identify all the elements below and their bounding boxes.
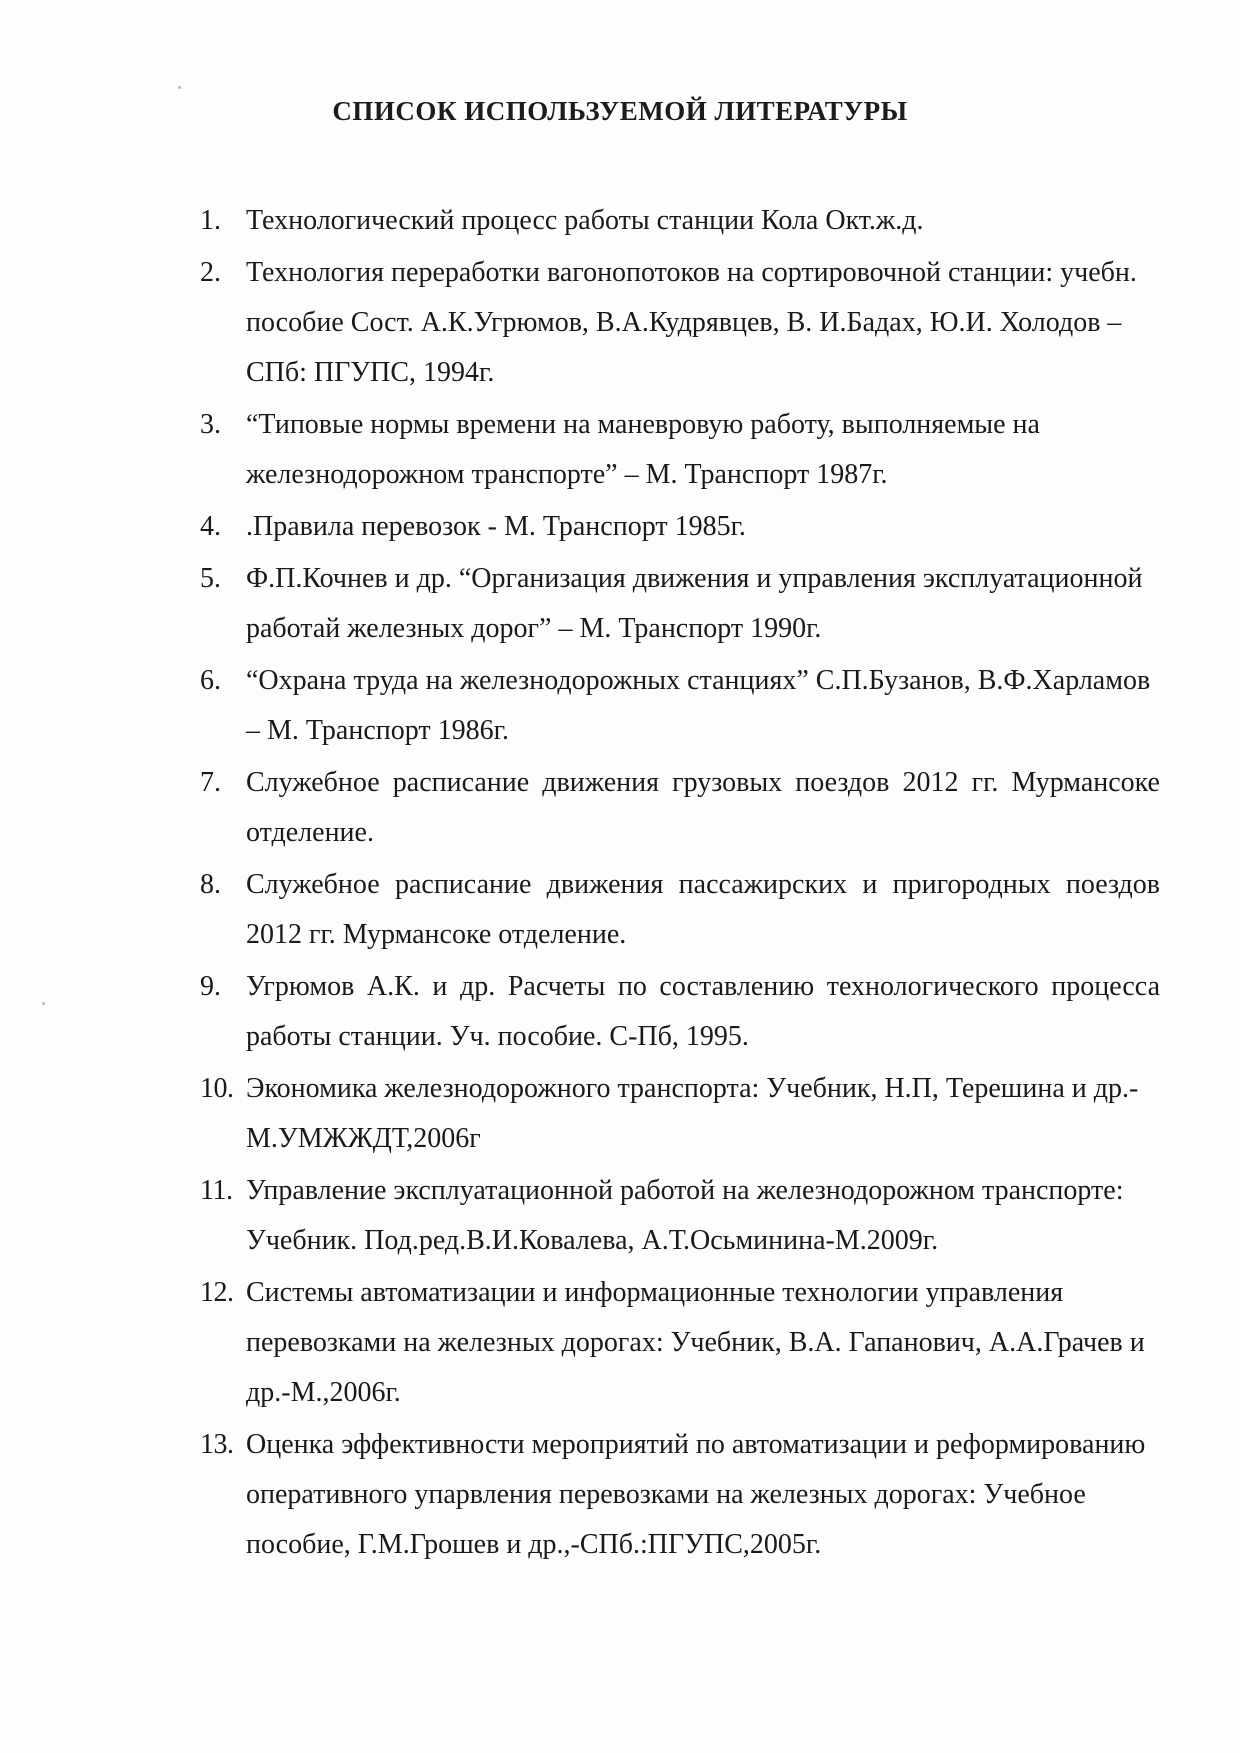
reference-text: Технология переработки вагонопотоков на сортировочной станции: учебн. пособие Сост. А.К.Угрюмов, В.А.Кудрявцев, В. И.Бадах, Ю.И. Холодов – СПб: ПГУПС, 1994г. <box>246 257 1137 388</box>
reference-item <box>200 1268 1160 1418</box>
reference-number: 3. <box>200 409 221 440</box>
reference-text: Системы автоматизации и информационные технологии управления перевозками на железных дорогах: Учебник, В.А. Гапанович, А.А.Грачев и др.-М.,2006г. <box>246 1277 1145 1408</box>
reference-number: 12. <box>200 1277 234 1308</box>
reference-text: Экономика железнодорожного транспорта: Учебник, Н.П, Терешина и др.-М.УМЖЖДТ,2006г <box>246 1073 1139 1154</box>
reference-text: Управление эксплуатационной работой на железнодорожном транспорте: Учебник. Под.ред.В.И.Ковалева, А.Т.Осьминина-М.2009г. <box>246 1175 1124 1256</box>
reference-number: 7. <box>200 767 221 798</box>
scan-speck <box>178 86 181 89</box>
reference-text: Ф.П.Кочнев и др. “Организация движения и управления эксплуатационной работай железных дорог” – М. Транспорт 1990г. <box>246 563 1143 644</box>
reference-number: 2. <box>200 257 221 288</box>
reference-item <box>200 400 1160 500</box>
reference-text: .Правила перевозок - М. Транспорт 1985г. <box>246 511 746 542</box>
reference-item <box>200 1064 1160 1164</box>
reference-item <box>200 656 1160 756</box>
reference-number: 6. <box>200 665 221 696</box>
reference-number: 5. <box>200 563 221 594</box>
reference-item <box>200 860 1160 960</box>
reference-number: 9. <box>200 971 221 1002</box>
reference-text: Служебное расписание движения пассажирских и пригородных поездов 2012 гг. Мурмансоке отделение. <box>246 869 1160 950</box>
reference-item <box>200 554 1160 654</box>
reference-text: Угрюмов А.К. и др. Расчеты по составлению технологического процесса работы станции. Уч. пособие. С-Пб, 1995. <box>246 971 1160 1052</box>
reference-number: 8. <box>200 869 221 900</box>
reference-item <box>200 196 1160 246</box>
reference-text: “Типовые нормы времени на маневровую работу, выполняемые на железнодорожном транспорте” – М. Транспорт 1987г. <box>246 409 1040 490</box>
reference-text: Технологический процесс работы станции Кола Окт.ж.д. <box>246 205 924 236</box>
reference-item <box>200 1420 1160 1570</box>
reference-text: “Охрана труда на железнодорожных станциях” С.П.Бузанов, В.Ф.Харламов – М. Транспорт 1986г. <box>246 665 1151 746</box>
reference-item <box>200 758 1160 858</box>
page-title: СПИСОК ИСПОЛЬЗУЕМОЙ ЛИТЕРАТУРЫ <box>332 96 908 126</box>
reference-number: 11. <box>200 1175 233 1206</box>
reference-item <box>200 1166 1160 1266</box>
reference-number: 10. <box>200 1073 234 1104</box>
reference-text: Оценка эффективности мероприятий по автоматизации и реформированию оперативного упарвления перевозками на железных дорогах: Учебное пособие, Г.М.Грошев и др.,-СПб.:ПГУПС,2005г. <box>246 1429 1146 1560</box>
reference-item <box>200 502 1160 552</box>
reference-list <box>200 196 1160 1572</box>
reference-number: 4. <box>200 511 221 542</box>
reference-item <box>200 962 1160 1062</box>
reference-number: 1. <box>200 205 221 236</box>
reference-number: 13. <box>200 1429 234 1460</box>
reference-item <box>200 248 1160 398</box>
scan-speck <box>42 1002 45 1005</box>
reference-text: Служебное расписание движения грузовых поездов 2012 гг. Мурмансоке отделение. <box>246 767 1160 848</box>
